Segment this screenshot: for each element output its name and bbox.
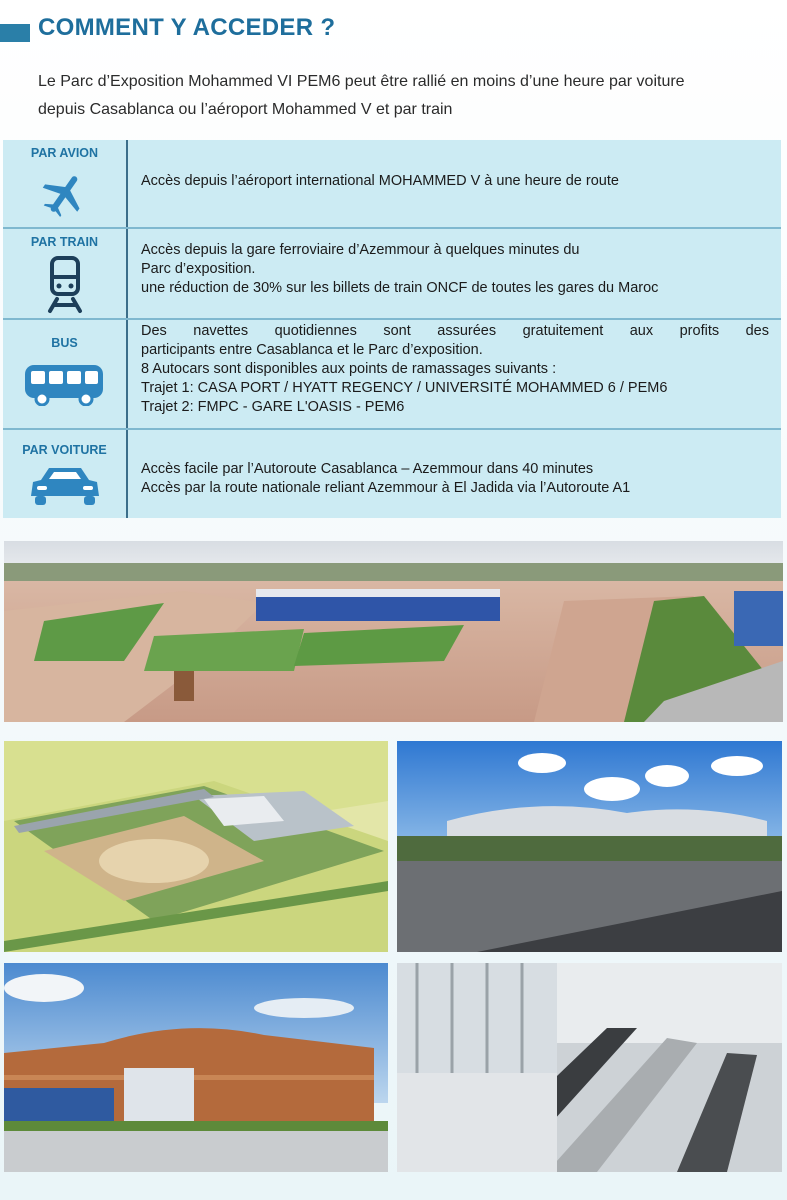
access-row-train [3, 229, 781, 318]
access-row-plane [3, 140, 781, 227]
access-label: BUS [51, 336, 78, 350]
access-line: Accès par la route nationale reliant Azemmour à El Jadida via l’Autoroute A1 [141, 480, 631, 496]
panorama-photo [4, 541, 783, 722]
access-row-left-cell [3, 430, 128, 518]
canopy-plaza-photo [397, 741, 782, 952]
access-label: PAR TRAIN [30, 235, 99, 249]
intro-paragraph [38, 68, 783, 124]
title-accent-bar [0, 24, 30, 42]
access-row-left-cell [3, 140, 128, 227]
access-line: participants entre Casablanca et le Parc d’exposition. [141, 342, 483, 358]
train-icon [47, 255, 83, 315]
access-line: une réduction de 30% sur les billets de train ONCF de toutes les gares du Maroc [141, 280, 659, 296]
access-label: PAR AVION [30, 146, 99, 160]
airplane-icon [41, 171, 87, 217]
building-exterior-photo [4, 963, 388, 1172]
access-label: PAR VOITURE [22, 443, 107, 457]
access-line: 8 Autocars sont disponibles aux points de ramassages suivants : [141, 361, 557, 377]
access-text [141, 460, 769, 498]
access-line: Des navettes quotidiennes sont assurées gratuitement aux profits des [141, 323, 769, 339]
access-row-bus [3, 320, 781, 428]
car-icon [29, 464, 101, 506]
access-line: Trajet 1: CASA PORT / HYATT REGENCY / UNIVERSITÉ MOHAMMED 6 / PEM6 [141, 380, 668, 396]
access-line: Accès depuis l’aéroport international MOHAMMED V à une heure de route [141, 173, 619, 189]
aerial-render-image [4, 741, 388, 952]
intro-line: depuis Casablanca ou l’aéroport Mohammed V et par train [38, 101, 453, 118]
access-row-car [3, 430, 781, 518]
access-row-left-cell [3, 229, 128, 318]
bus-icon [24, 364, 104, 406]
access-line: Parc d’exposition. [141, 261, 256, 277]
access-line: Accès facile par l’Autoroute Casablanca – Azemmour dans 40 minutes [141, 461, 594, 477]
intro-line: Le Parc d’Exposition Mohammed VI PEM6 peut être rallié en moins d’une heure par voiture [38, 73, 685, 90]
access-text [141, 241, 769, 298]
page-title: COMMENT Y ACCEDER ? [38, 14, 336, 41]
access-row-left-cell [3, 320, 128, 428]
access-text [141, 172, 769, 191]
access-line: Accès depuis la gare ferroviaire d’Azemmour à quelques minutes du [141, 242, 580, 258]
access-text [141, 322, 769, 417]
interior-escalator-photo [397, 963, 782, 1172]
access-line: Trajet 2: FMPC - GARE L'OASIS - PEM6 [141, 399, 405, 415]
